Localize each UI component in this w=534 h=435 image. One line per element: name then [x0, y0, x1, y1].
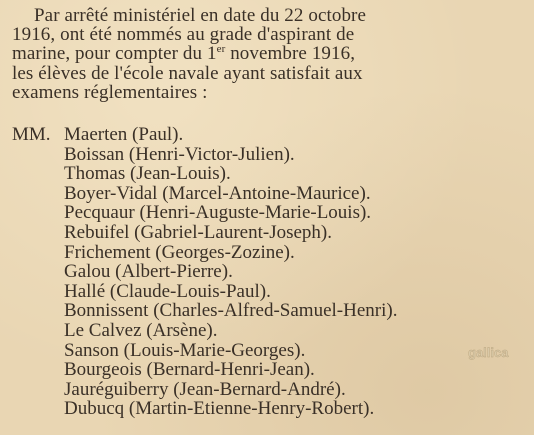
appointee-name: Boyer-Vidal (Marcel-Antoine-Maurice). [64, 182, 371, 204]
list-item [12, 380, 532, 400]
watermark-text: gallica [468, 345, 509, 360]
ordinal-superscript: er [216, 43, 226, 56]
list-item [12, 341, 532, 361]
appointee-name: Hallé (Claude-Louis-Paul). [64, 280, 271, 302]
gallica-watermark [466, 342, 522, 364]
appointee-name: Frichement (Georges-Zozine). [64, 241, 295, 263]
appointee-name: Bourgeois (Bernard-Henri-Jean). [64, 359, 315, 381]
list-item [12, 164, 532, 184]
list-item [12, 243, 532, 263]
decree-paragraph [12, 6, 518, 102]
list-item [12, 203, 532, 223]
appointee-name: Thomas (Jean-Louis). [64, 163, 231, 185]
appointee-name: Galou (Albert-Pierre). [64, 261, 233, 283]
list-item [12, 125, 532, 145]
decree-line-4: les élèves de l'école navale ayant satisfait aux [12, 62, 363, 84]
appointee-name: Pecquaur (Henri-Auguste-Marie-Louis). [64, 202, 372, 224]
list-item [12, 282, 532, 302]
appointee-name: Boissan (Henri-Victor-Julien). [64, 143, 295, 165]
list-item [12, 223, 532, 243]
decree-line-5: examens réglementaires : [12, 81, 208, 103]
appointee-name: Dubucq (Martin-Etienne-Henry-Robert). [64, 398, 375, 420]
appointee-name: Jauréguiberry (Jean-Bernard-André). [64, 378, 346, 400]
decree-line-3 [12, 44, 518, 63]
list-item [12, 184, 532, 204]
appointee-name: Le Calvez (Arsène). [64, 319, 218, 341]
list-item [12, 399, 532, 419]
list-item [12, 301, 532, 321]
appointee-name: Rebuifel (Gabriel-Laurent-Joseph). [64, 221, 333, 243]
decree-line-3-start: marine, pour compter du 1 [12, 43, 217, 65]
gallica-logo-icon [466, 342, 522, 364]
list-item [12, 145, 532, 165]
list-item [12, 262, 532, 282]
list-item [12, 360, 532, 380]
decree-line-1: Par arrêté ministériel en date du 22 octobre [34, 5, 367, 26]
honorific-prefix: MM. [12, 124, 51, 145]
appointee-name: Bonnissent (Charles-Alfred-Samuel-Henri). [64, 300, 398, 322]
appointee-list [12, 125, 532, 419]
decree-line-3-end: novembre 1916, [225, 43, 356, 65]
list-item [12, 321, 532, 341]
appointee-name: Sanson (Louis-Marie-Georges). [64, 339, 306, 361]
decree-line-2: 1916, ont été nommés au grade d'aspirant de [12, 24, 355, 46]
appointee-name: Maerten (Paul). [64, 124, 184, 145]
